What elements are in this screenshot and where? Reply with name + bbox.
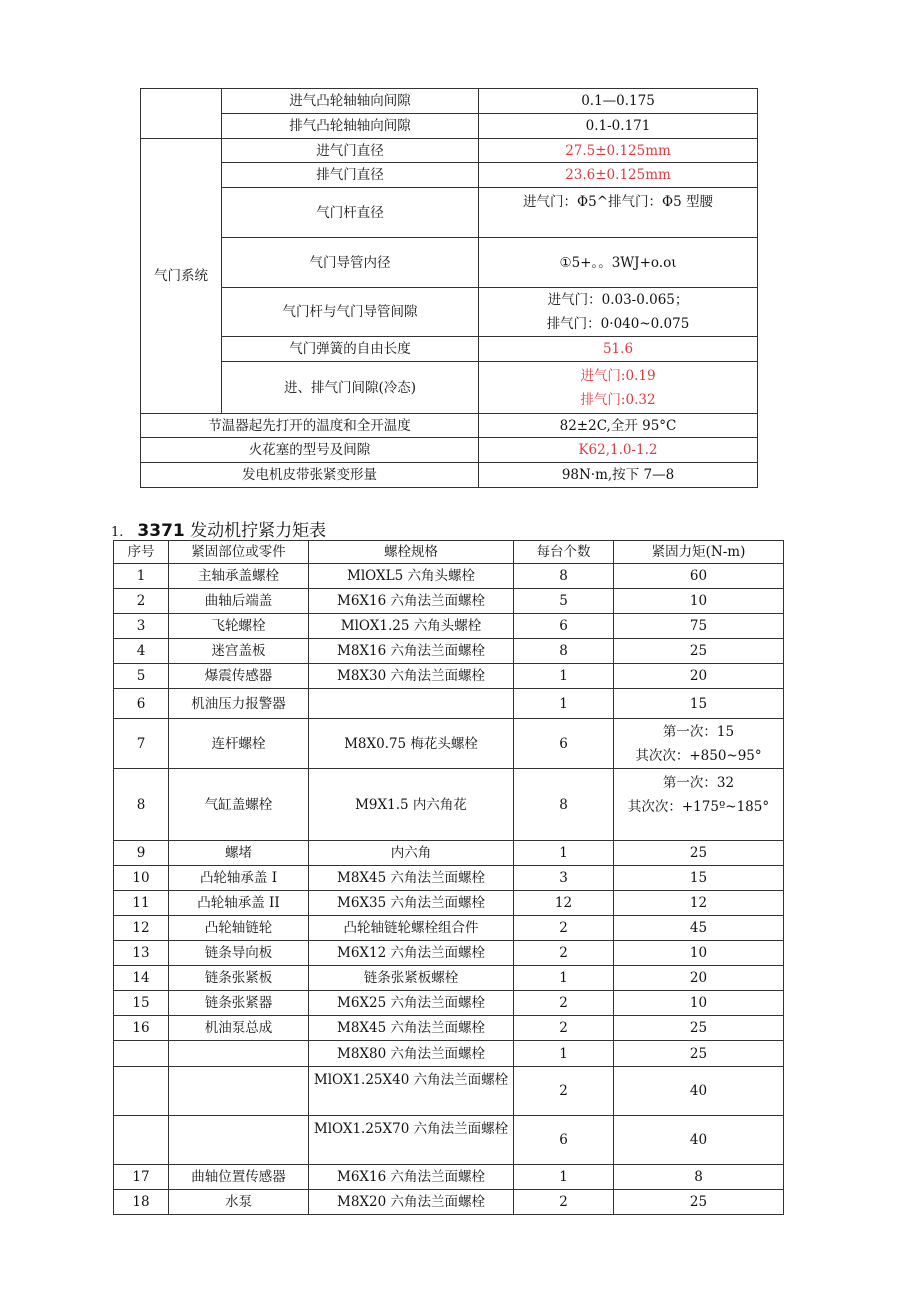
- cell-qty: 3: [514, 866, 614, 891]
- group-cell-empty: [141, 89, 222, 139]
- cell-torque: 10: [614, 941, 784, 966]
- cell-torque: 45: [614, 916, 784, 941]
- cell-qty: 1: [514, 841, 614, 866]
- torque-line: 第一次：32: [662, 775, 735, 791]
- table-row: [114, 916, 784, 941]
- header-cell: 每台个数: [514, 541, 614, 564]
- spec-value: ①5+。。3WJ+o.oι: [479, 238, 758, 288]
- table-row: [114, 891, 784, 916]
- torque-line: 其次次：+850~95°: [635, 747, 762, 764]
- cell-part: 迷宫盖板: [169, 639, 309, 664]
- cell-no: [114, 1067, 169, 1116]
- cell-part: 链条导向板: [169, 941, 309, 966]
- cell-no: 5: [114, 664, 169, 689]
- cell-torque: 8: [614, 1165, 784, 1190]
- table-row: [141, 337, 758, 362]
- spec-value-multiline: [479, 288, 758, 337]
- cell-part: [169, 1067, 309, 1116]
- valve-group-label: 气门系统: [141, 139, 222, 414]
- cell-spec: 凸轮轴链轮螺栓组合件: [309, 916, 514, 941]
- cell-part: 主轴承盖螺栓: [169, 564, 309, 589]
- cell-no: 10: [114, 866, 169, 891]
- spec-item: 排气凸轮轴轴向间隙: [222, 114, 479, 139]
- spec-item: 气门弹簧的自由长度: [222, 337, 479, 362]
- cell-spec: M6X16 六角法兰面螺栓: [309, 1165, 514, 1190]
- header-cell: 紧固力矩(N-m): [614, 541, 784, 564]
- cell-torque: 40: [614, 1067, 784, 1116]
- cell-part: 链条张紧器: [169, 991, 309, 1016]
- cell-no: 11: [114, 891, 169, 916]
- cell-part: 飞轮螺栓: [169, 614, 309, 639]
- table-row: [114, 614, 784, 639]
- cell-spec: M9X1.5 内六角花: [309, 769, 514, 841]
- cell-spec: MlOX1.25 六角头螺栓: [309, 614, 514, 639]
- spec-item: 进气凸轮轴轴向间隙: [222, 89, 479, 114]
- table-row: [141, 89, 758, 114]
- cell-spec: M6X12 六角法兰面螺栓: [309, 941, 514, 966]
- value-line: 进气门:0.19: [580, 367, 656, 384]
- cell-qty: 1: [514, 1041, 614, 1067]
- cell-qty: 1: [514, 966, 614, 991]
- cell-qty: 8: [514, 564, 614, 589]
- cell-qty: 1: [514, 689, 614, 719]
- spec-value: 0.1—0.175: [479, 89, 758, 114]
- cell-qty: 1: [514, 1165, 614, 1190]
- torque-line: 第一次：15: [662, 723, 735, 740]
- table-row: [141, 438, 758, 463]
- cell-torque: 12: [614, 891, 784, 916]
- cell-part: 机油压力报警器: [169, 689, 309, 719]
- cell-qty: 1: [514, 664, 614, 689]
- cell-part: 螺堵: [169, 841, 309, 866]
- table-row: [141, 114, 758, 139]
- cell-spec: [309, 689, 514, 719]
- torque-line: 其次次：+175º~185°: [627, 799, 770, 815]
- cell-spec: M8X80 六角法兰面螺栓: [309, 1041, 514, 1067]
- table-row: [114, 769, 784, 841]
- table-row: [114, 589, 784, 614]
- cell-torque: 25: [614, 1190, 784, 1215]
- cell-no: 3: [114, 614, 169, 639]
- cell-no: 15: [114, 991, 169, 1016]
- spec-value: 23.6±0.125mm: [479, 163, 758, 188]
- cell-qty: 5: [514, 589, 614, 614]
- cell-no: 8: [114, 769, 169, 841]
- table-row: [141, 414, 758, 438]
- cell-qty: 2: [514, 991, 614, 1016]
- cell-spec: M6X25 六角法兰面螺栓: [309, 991, 514, 1016]
- table-row: [141, 238, 758, 288]
- cell-part: 气缸盖螺栓: [169, 769, 309, 841]
- cell-no: 1: [114, 564, 169, 589]
- cell-torque: 25: [614, 841, 784, 866]
- cell-spec: 内六角: [309, 841, 514, 866]
- table-row: [114, 639, 784, 664]
- table-row: [141, 288, 758, 337]
- cell-no: 16: [114, 1016, 169, 1041]
- cell-no: 7: [114, 719, 169, 769]
- header-cell: 螺栓规格: [309, 541, 514, 564]
- spec-item: 火花塞的型号及间隙: [141, 438, 479, 463]
- cell-torque: 25: [614, 1016, 784, 1041]
- cell-spec: M6X16 六角法兰面螺栓: [309, 589, 514, 614]
- table-row: [114, 719, 784, 769]
- cell-no: 4: [114, 639, 169, 664]
- table-row: [141, 163, 758, 188]
- spec-value: 27.5±0.125mm: [479, 139, 758, 163]
- cell-spec: M8X45 六角法兰面螺栓: [309, 866, 514, 891]
- cell-part: 连杆螺栓: [169, 719, 309, 769]
- cell-spec: M8X45 六角法兰面螺栓: [309, 1016, 514, 1041]
- cell-torque: 25: [614, 639, 784, 664]
- table-row: [114, 841, 784, 866]
- cell-no: 12: [114, 916, 169, 941]
- cell-torque: 15: [614, 866, 784, 891]
- cell-part: [169, 1041, 309, 1067]
- cell-qty: 6: [514, 1116, 614, 1165]
- cell-qty: 6: [514, 614, 614, 639]
- cell-spec: MlOXL5 六角头螺栓: [309, 564, 514, 589]
- table-row: [141, 362, 758, 414]
- table-row: [114, 1067, 784, 1116]
- cell-spec: MlOX1.25X70 六角法兰面螺栓: [309, 1116, 514, 1165]
- cell-spec: M6X35 六角法兰面螺栓: [309, 891, 514, 916]
- cell-torque: 20: [614, 664, 784, 689]
- table-row: [114, 941, 784, 966]
- table-row: [114, 1016, 784, 1041]
- table-row: [114, 991, 784, 1016]
- cell-torque: 25: [614, 1041, 784, 1067]
- section-title: 发动机拧紧力矩表: [190, 521, 327, 541]
- spec-value: 98N·m,按下 7—8: [479, 463, 758, 488]
- cell-no: 2: [114, 589, 169, 614]
- spec-item: 气门杆直径: [222, 188, 479, 238]
- cell-no: 14: [114, 966, 169, 991]
- cell-part: 曲轴后端盖: [169, 589, 309, 614]
- cell-no: 9: [114, 841, 169, 866]
- cell-qty: 2: [514, 916, 614, 941]
- section-code: 3371: [137, 521, 185, 541]
- spec-table: [140, 88, 758, 488]
- spec-item: 进、排气门间隙(冷态): [222, 362, 479, 414]
- cell-qty: 2: [514, 1016, 614, 1041]
- cell-no: 17: [114, 1165, 169, 1190]
- cell-torque: 20: [614, 966, 784, 991]
- cell-spec: MlOX1.25X40 六角法兰面螺栓: [309, 1067, 514, 1116]
- cell-torque: 10: [614, 589, 784, 614]
- cell-torque: 10: [614, 991, 784, 1016]
- cell-no: 18: [114, 1190, 169, 1215]
- cell-spec: M8X16 六角法兰面螺栓: [309, 639, 514, 664]
- spec-value: 进气门：Φ5^排气门：Φ5 型腰: [479, 188, 758, 238]
- cell-qty: 2: [514, 1190, 614, 1215]
- value-line: 进气门：0.03-0.065；: [547, 292, 689, 308]
- cell-no: 13: [114, 941, 169, 966]
- cell-qty: 6: [514, 719, 614, 769]
- spec-item: 发电机皮带张紧变形量: [141, 463, 479, 488]
- cell-part: [169, 1116, 309, 1165]
- spec-item: 气门杆与气门导管间隙: [222, 288, 479, 337]
- cell-spec: M8X20 六角法兰面螺栓: [309, 1190, 514, 1215]
- cell-torque-multiline: [614, 719, 784, 769]
- cell-part: 水泵: [169, 1190, 309, 1215]
- cell-part: 链条张紧板: [169, 966, 309, 991]
- table-row: [114, 1116, 784, 1165]
- cell-torque-multiline: [614, 769, 784, 841]
- section-heading: [111, 516, 326, 541]
- table-row: [114, 1190, 784, 1215]
- cell-torque: 15: [614, 689, 784, 719]
- table-row: [141, 463, 758, 488]
- table-row: [114, 564, 784, 589]
- value-line: 排气门:0.32: [580, 391, 656, 408]
- torque-table: [113, 540, 784, 1215]
- table-row: [114, 966, 784, 991]
- section-number: 1.: [111, 525, 124, 540]
- spec-value: K62,1.0-1.2: [479, 438, 758, 463]
- cell-no: [114, 1116, 169, 1165]
- cell-part: 凸轮轴链轮: [169, 916, 309, 941]
- spec-value: 0.1-0.171: [479, 114, 758, 139]
- cell-qty: 12: [514, 891, 614, 916]
- header-cell: 序号: [114, 541, 169, 564]
- cell-qty: 2: [514, 941, 614, 966]
- table-row: [114, 1041, 784, 1067]
- spec-value: 51.6: [479, 337, 758, 362]
- cell-torque: 75: [614, 614, 784, 639]
- value-line: 排气门：0·040~0.075: [546, 316, 690, 332]
- table-row: [141, 139, 758, 163]
- cell-qty: 2: [514, 1067, 614, 1116]
- table-row: [114, 664, 784, 689]
- table-row: [114, 866, 784, 891]
- table-row: [114, 689, 784, 719]
- cell-part: 曲轴位置传感器: [169, 1165, 309, 1190]
- cell-part: 凸轮轴承盖 II: [169, 891, 309, 916]
- spec-item: 节温器起先打开的温度和全开温度: [141, 414, 479, 438]
- spec-item: 排气门直径: [222, 163, 479, 188]
- header-cell: 紧固部位或零件: [169, 541, 309, 564]
- cell-qty: 8: [514, 769, 614, 841]
- cell-torque: 40: [614, 1116, 784, 1165]
- spec-value: 82±2C,全开 95°C: [479, 414, 758, 438]
- spec-value-multiline: [479, 362, 758, 414]
- cell-part: 机油泵总成: [169, 1016, 309, 1041]
- cell-part: 爆震传感器: [169, 664, 309, 689]
- cell-spec: 链条张紧板螺栓: [309, 966, 514, 991]
- cell-torque: 60: [614, 564, 784, 589]
- table-header-row: [114, 541, 784, 564]
- spec-item: 进气门直径: [222, 139, 479, 163]
- cell-spec: M8X30 六角法兰面螺栓: [309, 664, 514, 689]
- cell-qty: 8: [514, 639, 614, 664]
- cell-spec: M8X0.75 梅花头螺栓: [309, 719, 514, 769]
- cell-no: 6: [114, 689, 169, 719]
- table-row: [141, 188, 758, 238]
- table-row: [114, 1165, 784, 1190]
- cell-no: [114, 1041, 169, 1067]
- cell-part: 凸轮轴承盖 I: [169, 866, 309, 891]
- spec-item: 气门导管内径: [222, 238, 479, 288]
